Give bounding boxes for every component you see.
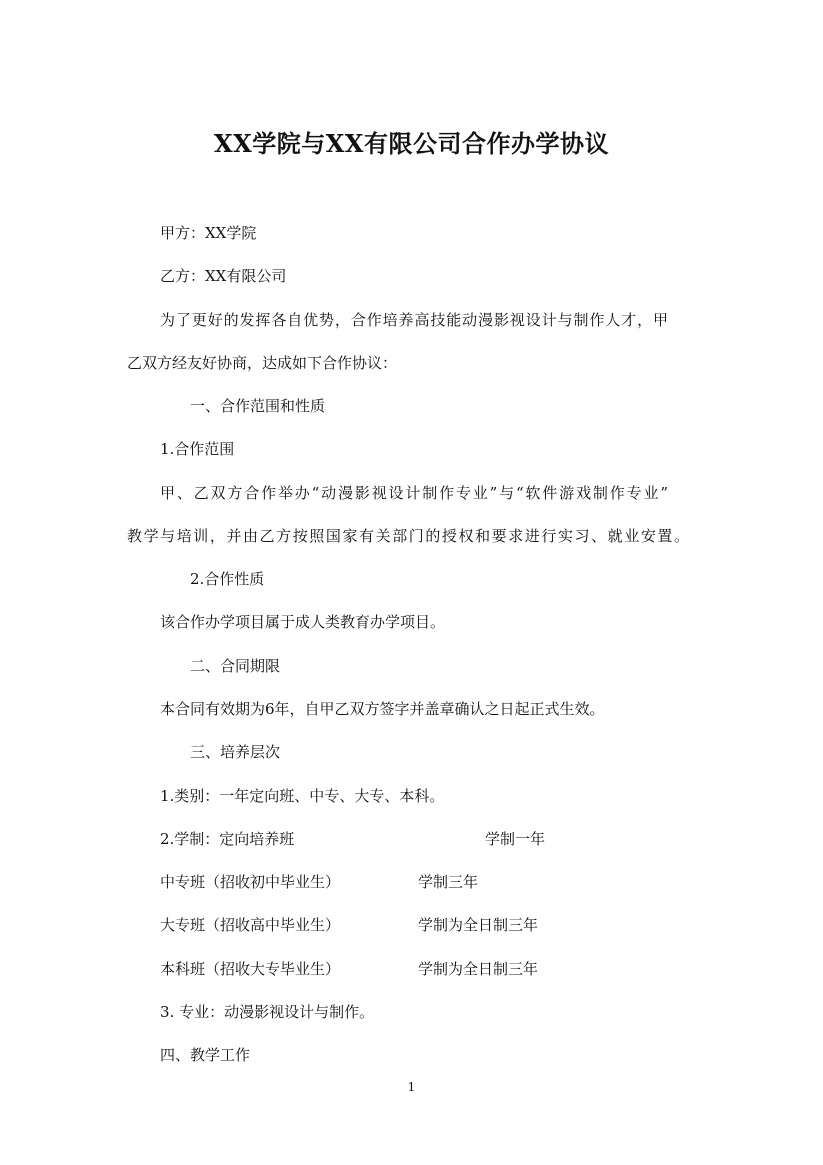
section-3-row-duration: 学制为全日制三年	[418, 960, 539, 978]
section-3-system-value: 学制一年	[485, 830, 546, 848]
section-3-category: 1.类别：一年定向班、中专、大专、本科。	[160, 787, 445, 805]
section-3-row-duration: 学制为全日制三年	[418, 916, 539, 934]
intro-paragraph-line-1: 为了更好的发挥各自优势，合作培养高技能动漫影视设计与制作人才，甲	[160, 311, 668, 329]
section-2-heading: 二、合同期限	[190, 657, 281, 675]
section-4-heading: 四、教学工作	[160, 1046, 251, 1064]
section-1-sub-1-line-1: 甲、乙双方合作举办“动漫影视设计制作专业”与“软件游戏制作专业”	[160, 484, 668, 502]
section-1-heading: 一、合作范围和性质	[190, 397, 326, 415]
section-3-row-name: 大专班（招收高中毕业生）	[160, 916, 341, 934]
section-1-sub-1-line-2: 教学与培训，并由乙方按照国家有关部门的授权和要求进行实习、就业安置。	[127, 527, 689, 545]
section-1-sub-2-heading: 2.合作性质	[190, 570, 265, 588]
party-b: 乙方：XX有限公司	[160, 267, 287, 285]
section-3-row-name: 中专班（招收初中毕业生）	[160, 873, 341, 891]
section-2-text: 本合同有效期为6年，自甲乙双方签字并盖章确认之日起正式生效。	[160, 700, 605, 718]
section-1-sub-2-text: 该合作办学项目属于成人类教育办学项目。	[160, 613, 446, 631]
document-title: XX学院与XX有限公司合作办学协议	[214, 129, 609, 158]
section-3-major: 3. 专业：动漫影视设计与制作。	[160, 1003, 375, 1021]
intro-paragraph-line-2: 乙双方经友好协商，达成如下合作协议：	[127, 354, 398, 372]
section-3-system-label: 2.学制：定向培养班	[160, 830, 295, 848]
section-3-row-name: 本科班（招收大专毕业生）	[160, 960, 341, 978]
party-a: 甲方：XX学院	[160, 224, 257, 242]
section-1-sub-1-heading: 1.合作范围	[160, 440, 235, 458]
page-number: 1	[407, 1080, 416, 1094]
section-3-heading: 三、培养层次	[190, 743, 281, 761]
section-3-row-duration: 学制三年	[418, 873, 479, 891]
